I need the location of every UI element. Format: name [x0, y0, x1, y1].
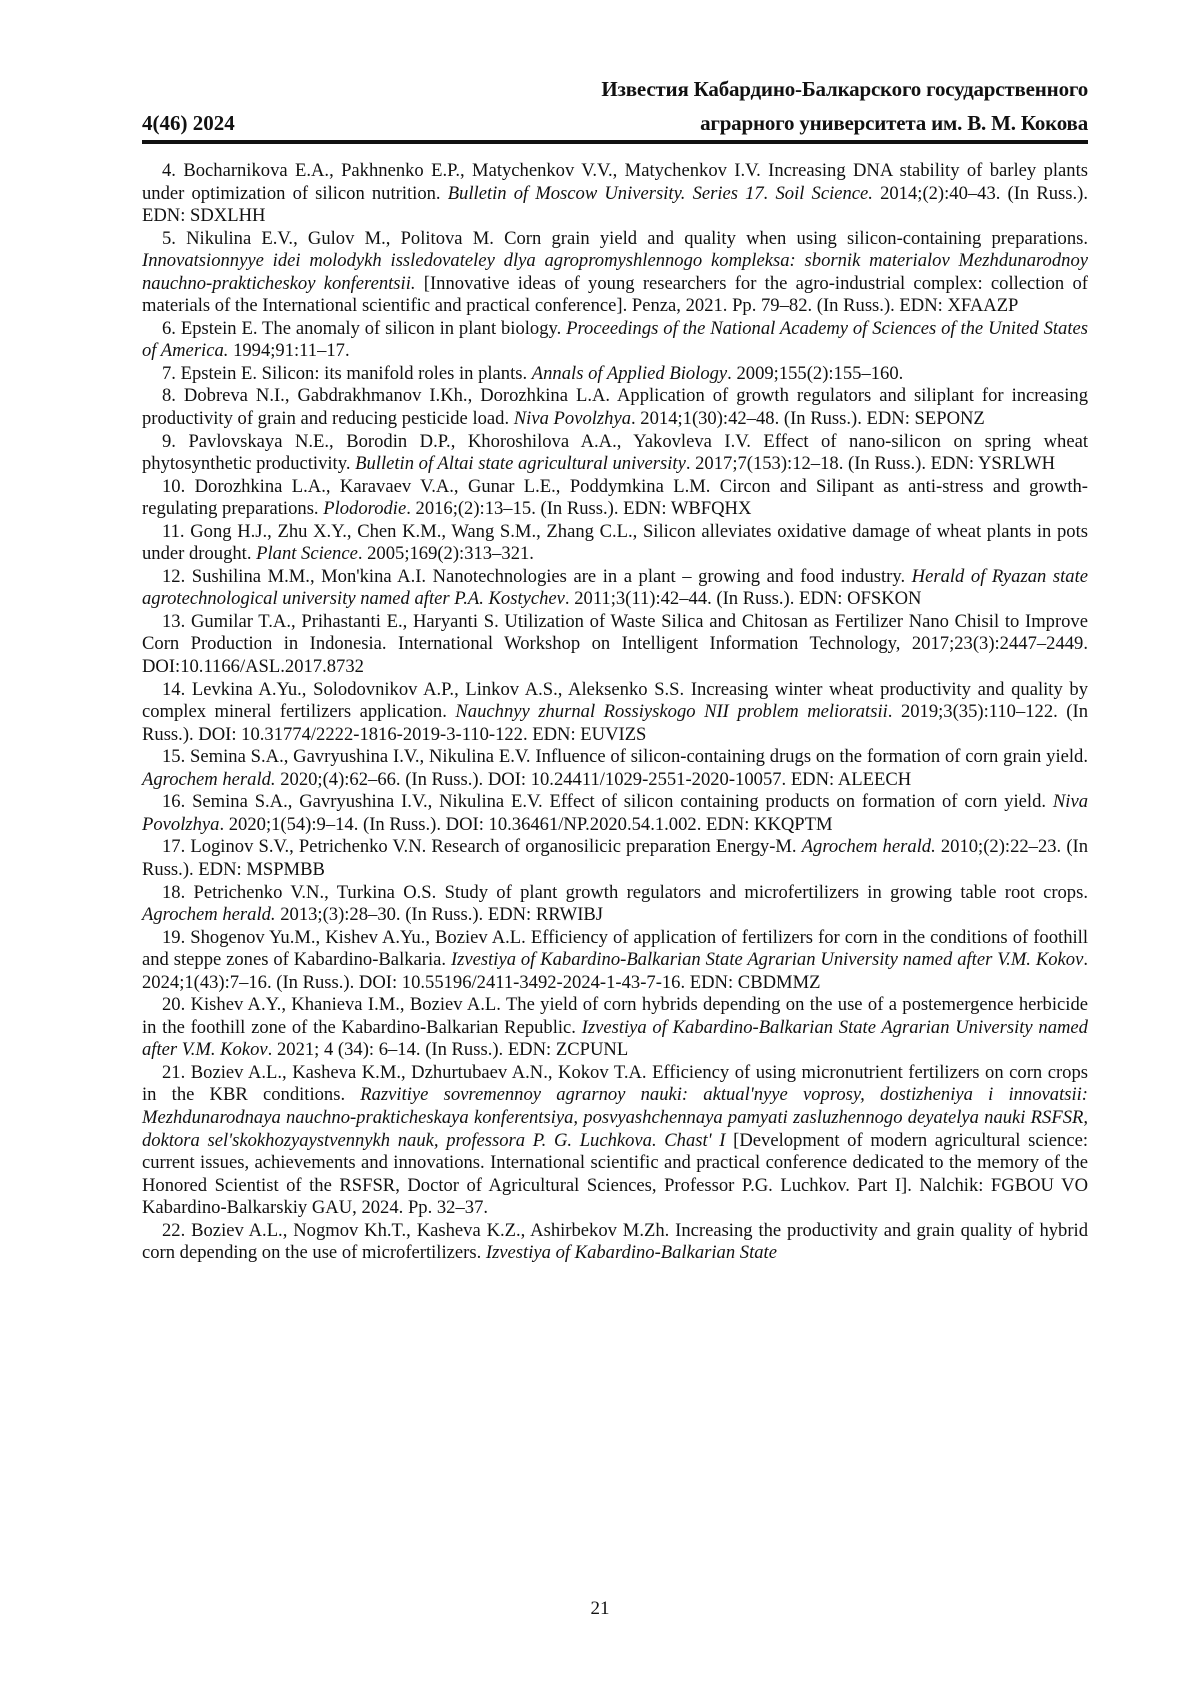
reference-source: Plodorodie: [323, 498, 407, 520]
reference-text: 20. Kishev A.Y., Khanieva I.M., Boziev A.L. The yield of corn hybrids depending on the use of a postemergence herbicide in the foothill zone of the Kabardino-Balkarian Republic.: [142, 994, 1088, 1038]
reference-text: [Development of modern agricultural science: current issues, achievements and innovations. International scientific and practical conference dedicated to the memory of the Honored Scientist of the RSFSR, Doctor of Agricultural Sciences, Professor P.G. Luchkov. Part I]. Nalchik: FGBOU VO Kabardino-Balkarskiy GAU, 2024. Pp. 32–37.: [142, 1129, 1088, 1219]
reference-text: 9. Pavlovskaya N.E., Borodin D.P., Khoroshilova A.A., Yakovleva I.V. Effect of nano-silicon on spring wheat phytosynthetic productivity.: [142, 430, 1088, 475]
reference-item: [142, 385, 1088, 430]
reference-text: 19. Shogenov Yu.M., Kishev A.Yu., Boziev A.L. Efficiency of application of fertilizers for corn in the conditions of foothill and steppe zones of Kabardino-Balkaria.: [142, 926, 1088, 971]
reference-text: 18. Petrichenko V.N., Turkina O.S. Study of plant growth regulators and microfertilizers in growing table root crops.: [162, 881, 1088, 903]
reference-source: Agrochem herald.: [801, 836, 936, 858]
reference-source: Agrochem herald.: [142, 768, 276, 790]
reference-source: Agrochem herald.: [142, 904, 276, 926]
reference-text: 17. Loginov S.V., Petrichenko V.N. Research of organosilicic preparation Energy-M.: [162, 836, 802, 858]
reference-text: . 2009;155(2):155–160.: [727, 362, 904, 384]
reference-source: Bulletin of Altai state agricultural university: [355, 453, 686, 475]
reference-item: [142, 566, 1088, 611]
reference-text: . 2020;1(54):9–14. (In Russ.). DOI: 10.36461/NP.2020.54.1.002. EDN: KKQPTM: [219, 813, 833, 835]
reference-text: . 2016;(2):13–15. (In Russ.). EDN: WBFQHX: [406, 498, 752, 520]
reference-text: 21. Boziev A.L., Kasheva K.M., Dzhurtubaev A.N., Kokov T.A. Efficiency of using micronutrient fertilizers on corn crops in the KBR conditions.: [142, 1061, 1088, 1106]
reference-item: [142, 994, 1088, 1062]
reference-item: [142, 836, 1088, 881]
reference-source: Bulletin of Moscow University. Series 17. Soil Science.: [447, 182, 873, 204]
reference-source: Niva Povolzhya: [513, 408, 631, 430]
reference-item: [142, 1062, 1088, 1220]
reference-text: 4. Bocharnikova E.A., Pakhnenko E.P., Matychenkov V.V., Matychenkov I.V. Increasing DNA stability of barley plants under optimization of silicon nutrition.: [142, 160, 1088, 204]
reference-source: Proceedings of the National Academy of Sciences of the United States of America.: [142, 317, 1088, 362]
reference-text: 8. Dobreva N.I., Gabdrakhmanov I.Kh., Dorozhkina L.A. Application of growth regulators and siliplant for increasing productivity of grain and reducing pesticide load.: [142, 385, 1088, 430]
reference-text: . 2017;7(153):12–18. (In Russ.). EDN: YSRLWH: [685, 453, 1056, 475]
reference-item: [142, 611, 1088, 679]
header-divider: [142, 140, 1088, 144]
reference-text: 1994;91:11–17.: [228, 340, 350, 362]
reference-text: . 2024;1(43):7–16. (In Russ.). DOI: 10.55196/2411-3492-2024-1-43-7-16. EDN: CBDMMZ: [142, 949, 1088, 993]
reference-text: [Innovative ideas of young researchers for the agro-industrial complex: collection of materials of the International scientific and practical conference]. Penza, 2021. Pp. 79–82. (In Russ.). EDN: XFAAZP: [142, 272, 1088, 317]
reference-item: [142, 882, 1088, 927]
reference-item: [142, 431, 1088, 476]
reference-item: [142, 318, 1088, 363]
reference-item: [142, 679, 1088, 747]
reference-text: 14. Levkina A.Yu., Solodovnikov A.P., Linkov A.S., Aleksenko S.S. Increasing winter wheat productivity and quality by complex mineral fertilizers application.: [142, 678, 1088, 723]
reference-item: [142, 791, 1088, 836]
reference-text: 2013;(3):28–30. (In Russ.). EDN: RRWIBJ: [275, 904, 604, 926]
reference-item: [142, 476, 1088, 521]
journal-title-line2: аграрного университета им. В. М. Кокова: [700, 111, 1088, 135]
reference-source: Plant Science: [256, 543, 358, 565]
reference-text: 2020;(4):62–66. (In Russ.). DOI: 10.24411/1029-2551-2020-10057. EDN: ALEECH: [275, 768, 912, 790]
journal-title-line1: Известия Кабардино-Балкарского государственного: [601, 77, 1088, 101]
journal-title: [601, 72, 1088, 140]
reference-source: Nauchnyy zhurnal Rossiyskogo NII problem melioratsii: [455, 701, 888, 723]
reference-text: . 2005;169(2):313–321.: [357, 543, 534, 565]
reference-source: Izvestiya of Kabardino-Balkarian State Agrarian University named after V.M. Kokov: [450, 949, 1084, 971]
reference-text: 7. Epstein E. Silicon: its manifold roles in plants.: [162, 362, 532, 384]
reference-source: Razvitiye sovremennoy agrarnoy nauki: aktual'nyye voprosy, dostizheniya i innovatsii: Mezhdunarodnaya nauchno-prakticheskaya konferentsiya, posvyashchennaya pamyati zasluzhennogo deyatelya nauki RSFSR, doktora sel'skokhozyaystvennykh nauk, professora P. G. Luchkova. Chast' I: [142, 1084, 1089, 1151]
reference-text: . 2019;3(35):110–122. (In Russ.). DOI: 10.31774/2222-1816-2019-3-110-122. EDN: EUVIZS: [142, 701, 1088, 745]
reference-item: [142, 1220, 1088, 1265]
reference-text: 12. Sushilina M.M., Mon'kina A.I. Nanotechnologies are in a plant – growing and food industry.: [162, 565, 912, 587]
reference-source: Izvestiya of Kabardino-Balkarian State Agrarian University named after V.M. Kokov: [142, 1016, 1088, 1061]
reference-item: [142, 927, 1088, 995]
reference-source: Herald of Ryazan state agrotechnological university named after P.A. Kostychev: [142, 565, 1088, 610]
reference-source: Innovatsionnyye idei molodykh issledovateley dlya agropromyshlennogo kompleksa: sbornik materialov Mezhdunarodnoy nauchno-prakticheskoy konferentsii.: [142, 250, 1088, 294]
reference-text: 10. Dorozhkina L.A., Karavaev V.A., Gunar L.E., Poddymkina L.M. Circon and Silipant as anti-stress and growth-regulating preparations.: [142, 475, 1088, 520]
reference-item: [142, 521, 1088, 566]
reference-text: 13. Gumilar T.A., Prihastanti E., Haryanti S. Utilization of Waste Silica and Chitosan as Fertilizer Nano Chisil to Improve Corn Production in Indonesia. International Workshop on Intelligent Information Technology, 2017;23(3):2447–2449. DOI:10.1166/ASL.2017.8732: [142, 610, 1088, 678]
reference-text: 2014;(2):40–43. (In Russ.). EDN: SDXLHH: [142, 182, 1089, 227]
reference-source: Annals of Applied Biology: [531, 362, 728, 384]
page-number: 21: [590, 1598, 610, 1619]
reference-text: . 2014;1(30):42–48. (In Russ.). EDN: SEPONZ: [631, 408, 985, 430]
reference-item: [142, 228, 1088, 318]
reference-text: 15. Semina S.A., Gavryushina I.V., Nikulina E.V. Influence of silicon-containing drugs on the formation of corn grain yield.: [162, 746, 1088, 768]
reference-item: [142, 746, 1088, 791]
reference-item: [142, 160, 1088, 228]
reference-text: . 2011;3(11):42–44. (In Russ.). EDN: OFSKON: [564, 588, 922, 610]
reference-text: 22. Boziev A.L., Nogmov Kh.T., Kasheva K.Z., Ashirbekov M.Zh. Increasing the productivity and grain quality of hybrid corn depending on the use of microfertilizers.: [142, 1219, 1088, 1264]
reference-text: 2010;(2):22–23. (In Russ.). EDN: MSPMBB: [142, 836, 1088, 880]
reference-text: 11. Gong H.J., Zhu X.Y., Chen K.M., Wang S.M., Zhang C.L., Silicon alleviates oxidative damage of wheat plants in pots under drought.: [142, 520, 1088, 565]
reference-text: 6. Epstein E. The anomaly of silicon in plant biology.: [162, 317, 567, 339]
reference-text: . 2021; 4 (34): 6–14. (In Russ.). EDN: ZCPUNL: [267, 1039, 629, 1061]
reference-item: [142, 363, 1088, 386]
issue-number: 4(46) 2024: [142, 111, 235, 135]
reference-source: Niva Povolzhya: [142, 791, 1088, 835]
reference-text: 5. Nikulina E.V., Gulov M., Politova M. Corn grain yield and quality when using silicon-containing preparations.: [162, 227, 1088, 249]
reference-list: [142, 160, 1088, 1265]
reference-text: 16. Semina S.A., Gavryushina I.V., Nikulina E.V. Effect of silicon containing products on formation of corn yield.: [162, 791, 1053, 813]
reference-source: Izvestiya of Kabardino-Balkarian State: [485, 1242, 777, 1264]
